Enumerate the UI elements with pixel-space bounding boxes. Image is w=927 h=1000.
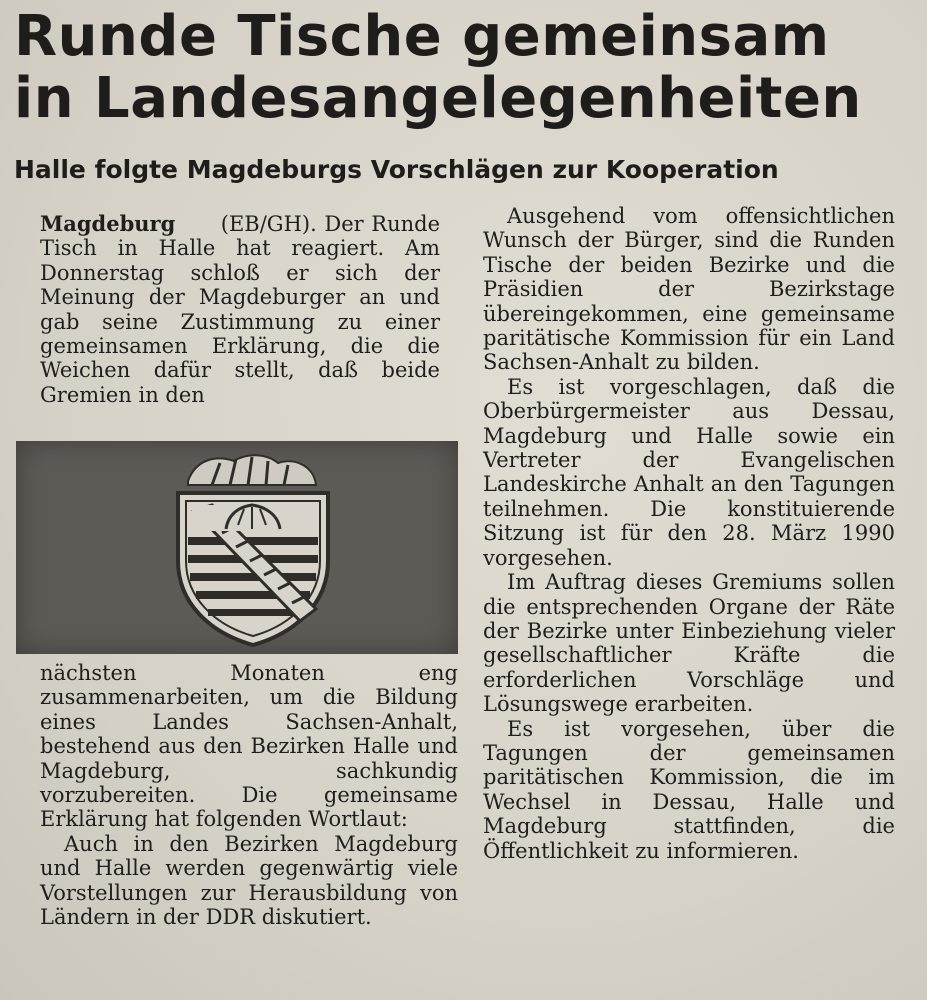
right-paragraph-4: Es ist vorgesehen, über die Tagungen der gemeinsamen paritätischen Kommission, die im Wechsel in Dessau, Halle und Magdeburg stattfinden, die Öffentlichkeit zu informieren. [483,716,895,863]
left-column-bottom [40,661,458,929]
subheadline: Halle folgte Magdeburgs Vorschlägen zur Kooperation [14,155,779,184]
emblem-photo [16,441,458,654]
dateline: Magdeburg [40,211,176,236]
right-column [483,204,895,863]
right-paragraph-1: Ausgehend vom offensichtlichen Wunsch der Bürger, sind die Runden Tische der beiden Bezirke und die Präsidien der Bezirkstage übereingekommen, eine gemeinsame paritätische Kommission für ein Land Sachsen-Anhalt zu bilden. [483,204,895,375]
headline-line-1: Runde Tische gemeinsam [14,4,830,69]
right-paragraph-2: Es ist vorgeschlagen, daß die Oberbürgermeister aus Dessau, Magdeburg und Halle sowie ein Vertreter der Evangelischen Landeskirche Anhalt an den Tagungen teilnehmen. Die konstituierende Sitzung ist für den 28. März 1990 vorgesehen. [483,374,895,570]
left-continuation-text: nächsten Monaten eng zusammenarbeiten, um die Bildung eines Landes Sachsen-Anhalt, bestehend aus den Bezirken Halle und Magdeburg, sachkundig vorzubereiten. Die gemeinsame Erklärung hat folgenden Wortlaut: [40,661,458,832]
coat-of-arms-icon [16,441,458,654]
left-column-top [40,212,440,407]
byline: (EB/GH). [220,212,317,236]
right-paragraph-3: Im Auftrag dieses Gremiums sollen die entsprechenden Organe der Räte der Bezirke unter Einbeziehung vieler gesellschaftlicher Kräfte die erforderlichen Vorschläge und Lösungswege erarbeiten. [483,570,895,717]
headline [14,6,914,130]
headline-line-2: in Landesangelegenheiten [14,66,862,131]
left-quote-text: Auch in den Bezirken Magdeburg und Halle werden gegenwärtig viele Vorstellungen zur Herausbildung von Ländern in der DDR diskutiert. [40,831,458,930]
left-intro-text: Der Runde Tisch in Halle hat reagiert. Am Donnerstag schloß er sich der Meinung der Magdeburger an und gab seine Zustimmung zu einer gemeinsamen Erklärung, die die Weichen dafür stellt, daß beide Gremien in den [40,212,440,407]
